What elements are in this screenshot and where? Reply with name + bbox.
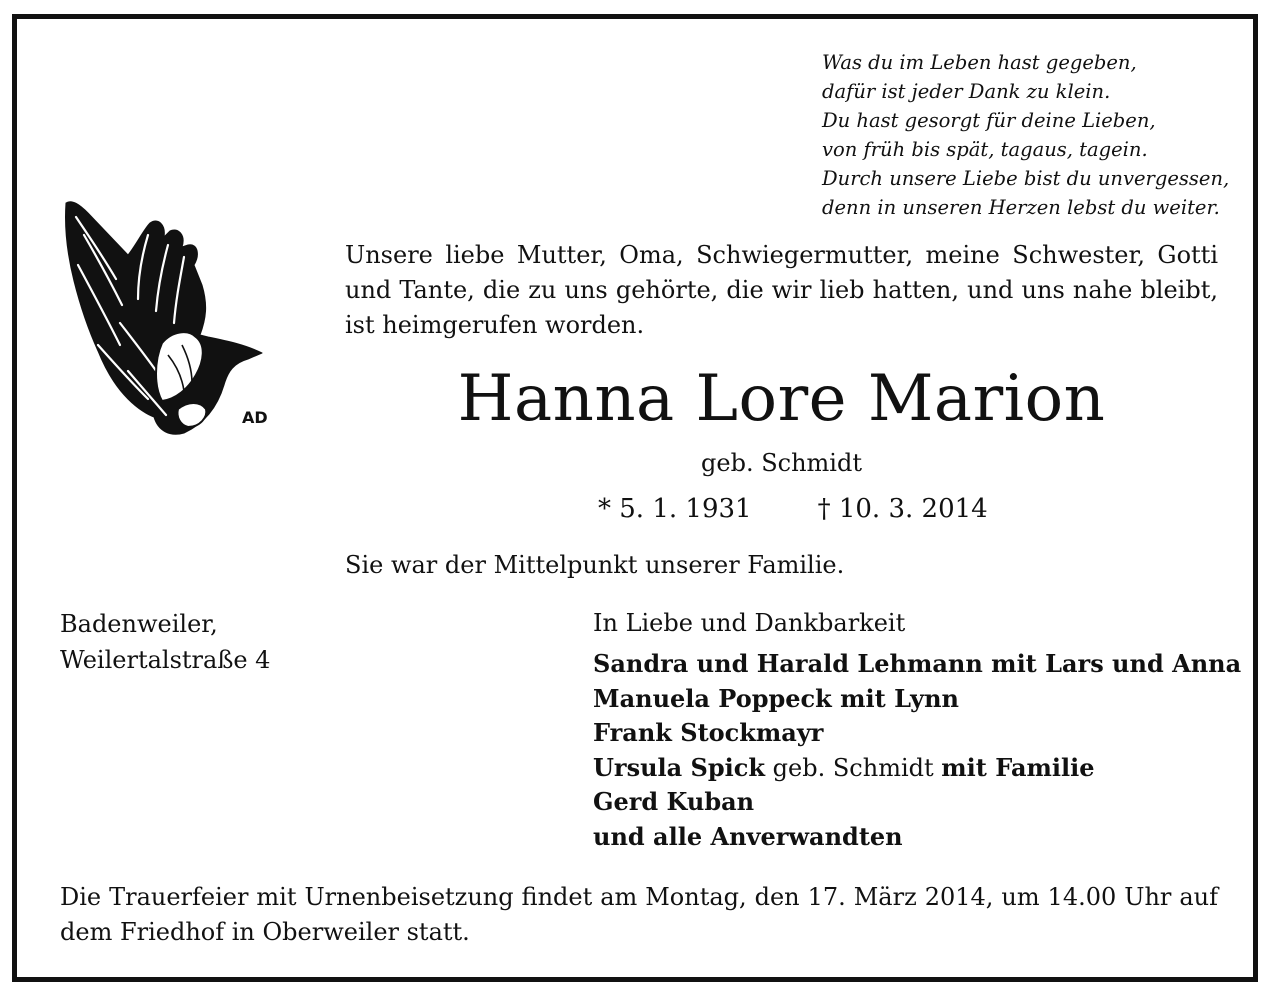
mourners-list <box>593 647 1241 854</box>
birth-date: * 5. 1. 1931 <box>598 494 752 524</box>
poem-line: Du hast gesorgt für deine Lieben, <box>822 109 1156 132</box>
artist-monogram: AD <box>242 408 268 427</box>
address-line: Badenweiler, <box>60 610 218 638</box>
poem-line: denn in unseren Herzen lebst du weiter. <box>822 196 1220 219</box>
tagline: Sie war der Mittelpunkt unserer Familie. <box>345 551 845 579</box>
mourner: Manuela Poppeck mit Lynn <box>593 683 959 713</box>
poem-line: dafür ist jeder Dank zu klein. <box>822 80 1111 103</box>
death-date: † 10. 3. 2014 <box>817 494 988 524</box>
mourner <box>593 751 1241 786</box>
deceased-name: Hanna Lore Marion <box>457 362 1106 436</box>
mourner: und alle Anverwandten <box>593 821 903 851</box>
poem-line: Durch unsere Liebe bist du unvergessen, <box>822 167 1230 190</box>
mourner-name: Ursula Spick <box>593 752 766 782</box>
thanks-line: In Liebe und Dankbarkeit <box>593 609 906 637</box>
poem-line: Was du im Leben hast gegeben, <box>822 51 1137 74</box>
address <box>60 606 270 678</box>
funeral-notice: Die Trauerfeier mit Urnenbeisetzung findet am Montag, den 17. März 2014, um 14.00 Uhr auf dem Friedhof in Oberweiler statt. <box>60 883 1218 946</box>
life-dates <box>598 492 988 526</box>
mourner-suffix: mit Familie <box>941 752 1095 782</box>
intro-text: Unsere liebe Mutter, Oma, Schwiegermutter, meine Schwester, Gotti und Tante, die zu uns gehörte, die wir lieb hatten, und uns nahe bleibt, ist heimgerufen worden. <box>345 241 1218 339</box>
mourner: Sandra und Harald Lehmann mit Lars und Anna <box>593 649 1242 678</box>
address-line: Weilertalstraße 4 <box>60 646 271 674</box>
poem <box>822 48 1229 222</box>
mourner: Gerd Kuban <box>593 787 755 816</box>
poem-line: von früh bis spät, tagaus, tagein. <box>822 138 1148 161</box>
mourner: Frank Stockmayr <box>593 718 824 747</box>
mourner-nee: geb. Schmidt <box>772 753 934 782</box>
maiden-name: geb. Schmidt <box>701 449 862 477</box>
